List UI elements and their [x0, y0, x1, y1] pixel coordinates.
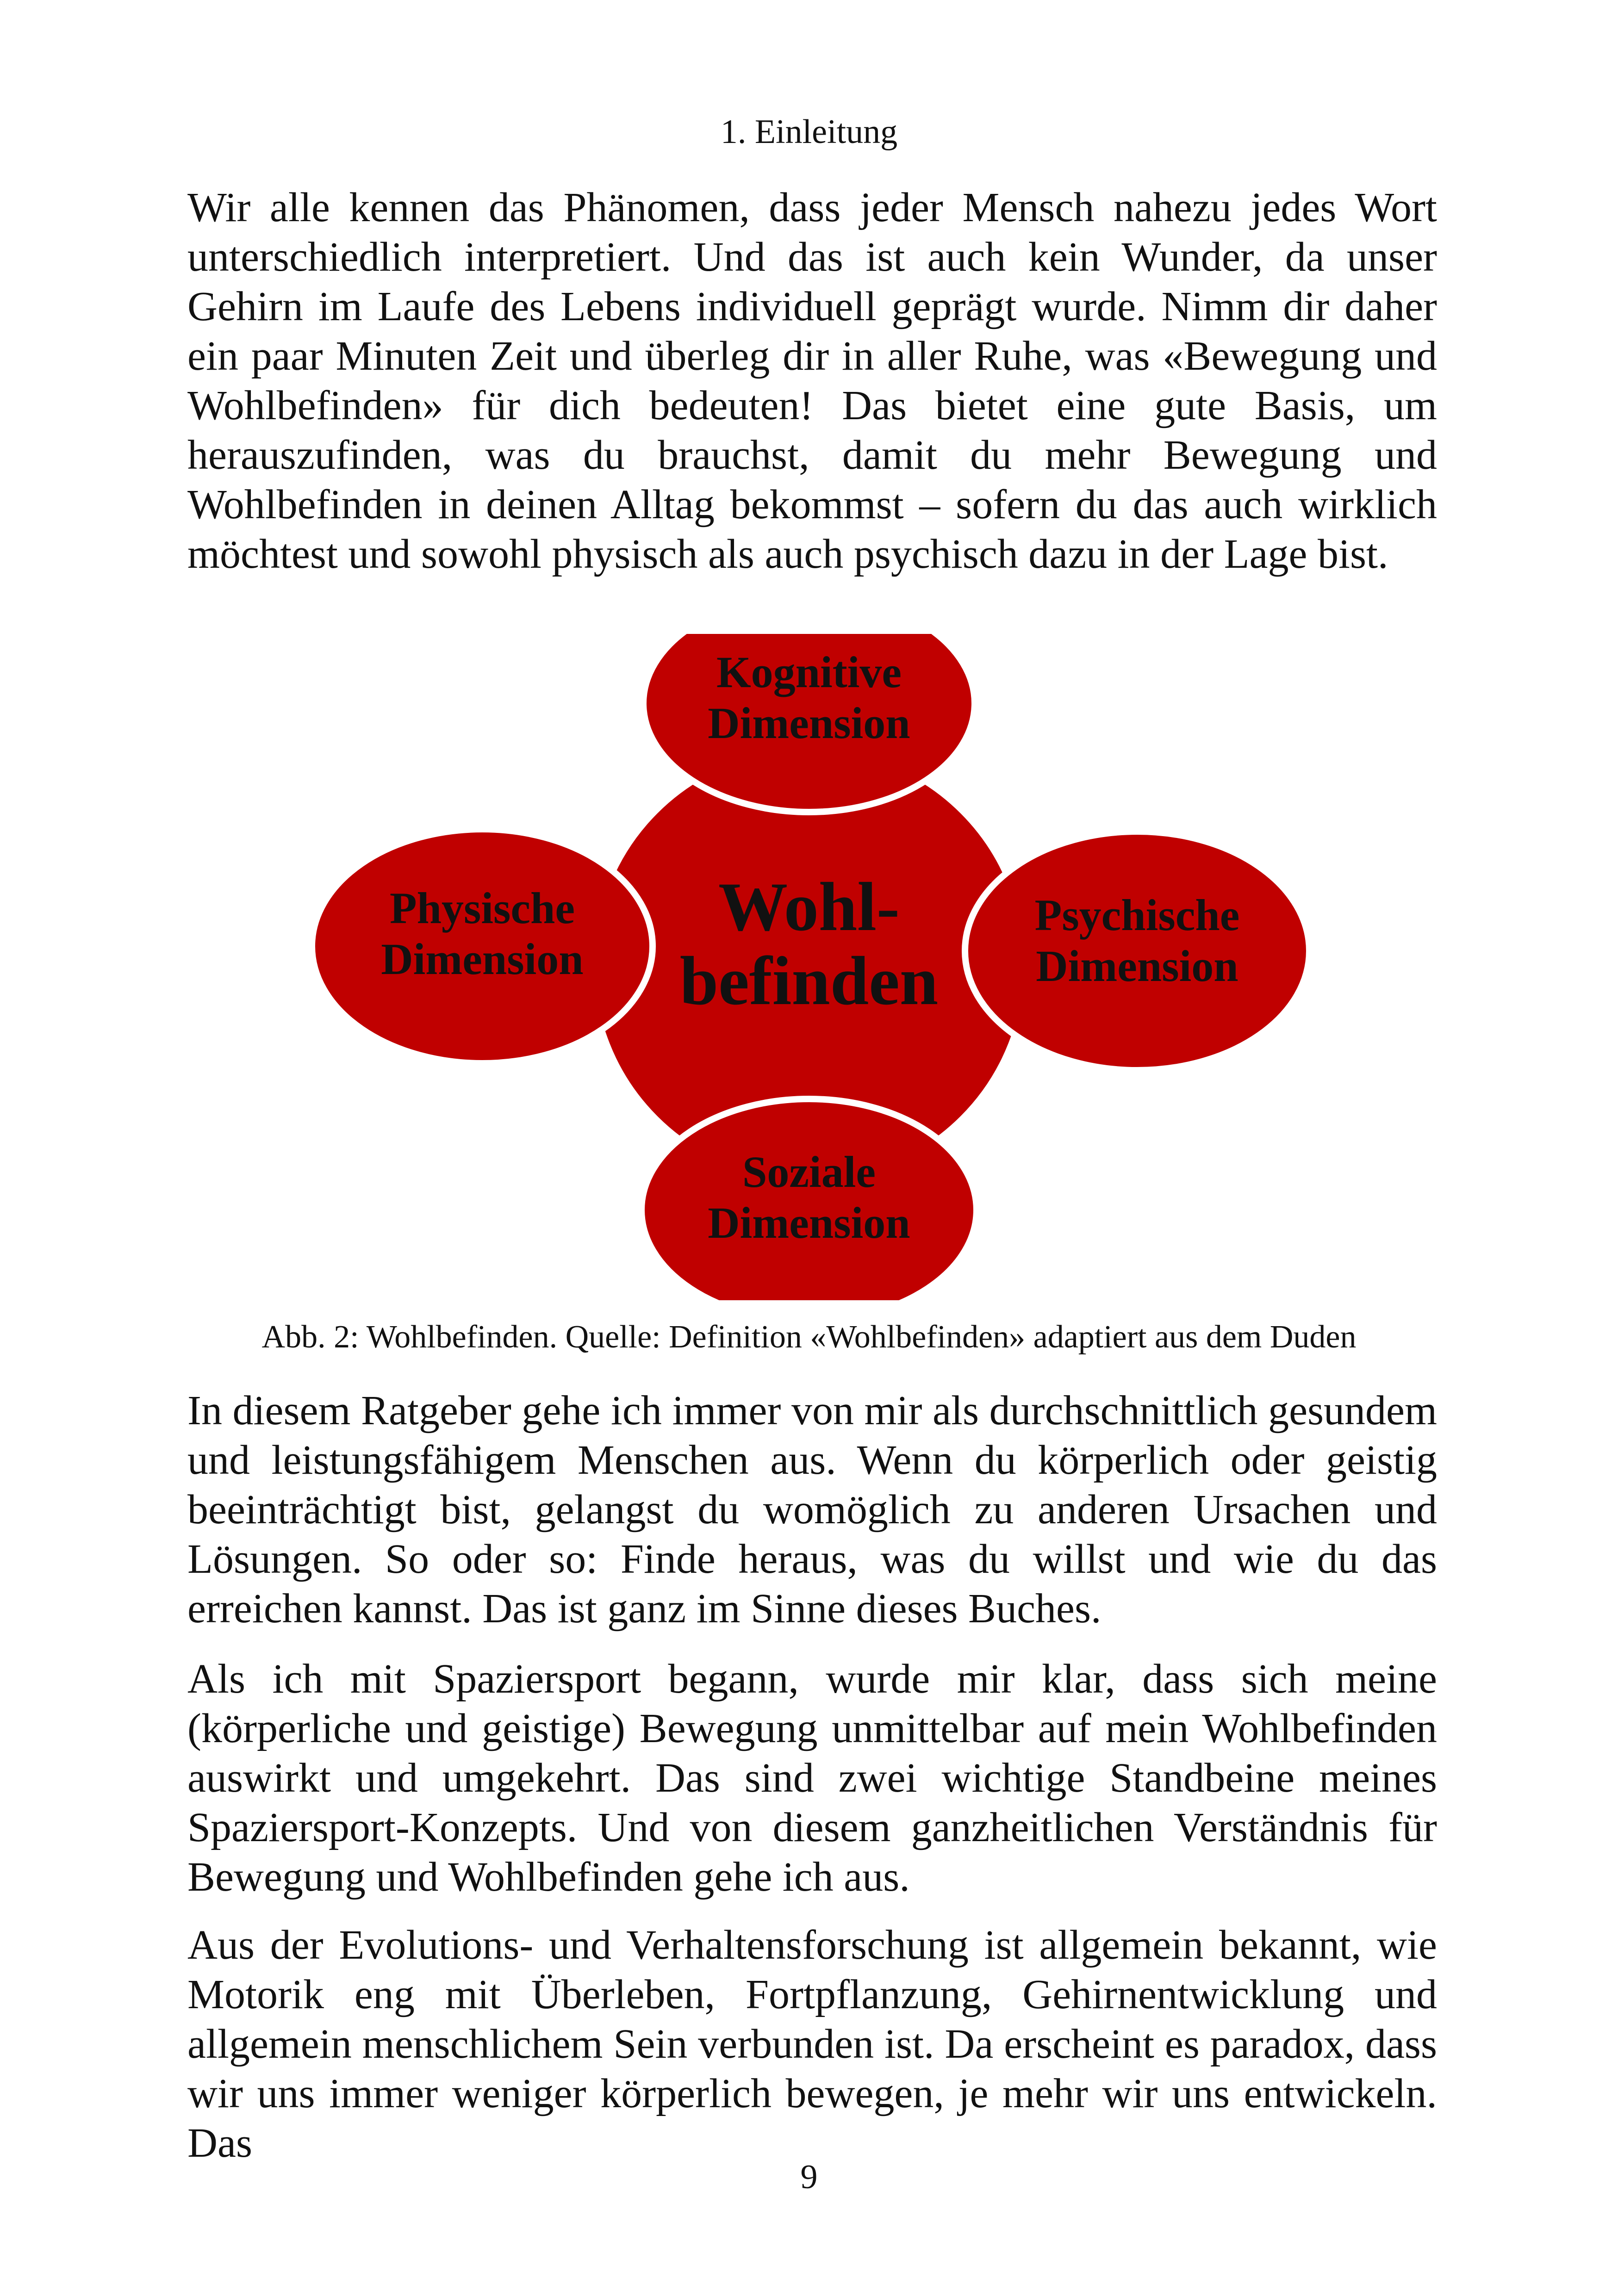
bottom-label-line1: Soziale: [742, 1147, 876, 1197]
right-label-line2: Dimension: [1036, 941, 1238, 991]
running-header: 1. Einleitung: [720, 113, 898, 151]
center-label-line1: Wohl-: [718, 869, 900, 945]
page-number: 9: [800, 2158, 818, 2196]
paragraph-text: In diesem Ratgeber gehe ich immer von mir als durchschnittlich gesundem und leistungsfähigem Menschen aus. Wenn du körperlich oder geistig beeinträchtigt bist, gelangst du womöglich zu anderen Ursachen und Lösungen. So oder so: Finde heraus, was du willst und wie du das erreichen kannst. Das ist ganz im Sinne dieses Buches.: [187, 1388, 1437, 1632]
bottom-label-line2: Dimension: [708, 1198, 910, 1247]
top-label-line1: Kognitive: [716, 647, 902, 697]
top-label-line2: Dimension: [708, 698, 910, 748]
right-label-line1: Psychische: [1034, 890, 1240, 940]
paragraph-text: Aus der Evolutions- und Verhaltensforschung ist allgemein bekannt, wie Motorik eng mit Überleben, Fortpflanzung, Gehirnentwicklung und allgemein menschlichem Sein verbunden ist. Da erscheint es paradox, dass wir uns immer weniger körperlich bewegen, je mehr wir uns entwickeln. Das: [187, 1922, 1437, 2166]
paragraph-text: Wir alle kennen das Phänomen, dass jeder Mensch nahezu jedes Wort unterschiedlich interpretiert. Und das ist auch kein Wunder, da unser Gehirn im Laufe des Lebens individuell geprägt wurde. Nimm dir daher ein paar Minuten Zeit und überleg dir in aller Ruhe, was «Bewegung und Wohlbefinden» für dich bedeuten! Das bietet eine gute Basis, um herauszufinden, was du brauchst, damit du mehr Bewegung und Wohlbefinden in deinen Alltag bekommst – sofern du das auch wirklich möchtest und sowohl physisch als auch psychisch dazu in der Lage bist.: [187, 185, 1437, 577]
figure-caption: Abb. 2: Wohlbefinden. Quelle: Definition «Wohlbefinden» adaptiert aus dem Duden: [261, 1319, 1357, 1355]
paragraph-intro: [187, 183, 1437, 579]
paragraph-text: Als ich mit Spaziersport begann, wurde mir klar, dass sich meine (körperliche und geistige) Bewegung unmittelbar auf mein Wohlbefinden auswirkt und umgekehrt. Das sind zwei wichtige Standbeine meines Spaziersport-Konzepts. Und von diesem ganzheitlichen Verständnis für Bewegung und Wohlbefinden gehe ich aus.: [187, 1656, 1437, 1900]
paragraph-evolution: [187, 1920, 1437, 2168]
center-label-line2: befinden: [679, 943, 939, 1019]
left-label-line1: Physische: [389, 883, 575, 933]
paragraph-spaziersport: [187, 1654, 1437, 1902]
paragraph-assumption: [187, 1386, 1437, 1633]
left-label-line2: Dimension: [381, 934, 584, 984]
wellbeing-diagram: [0, 634, 1618, 1300]
